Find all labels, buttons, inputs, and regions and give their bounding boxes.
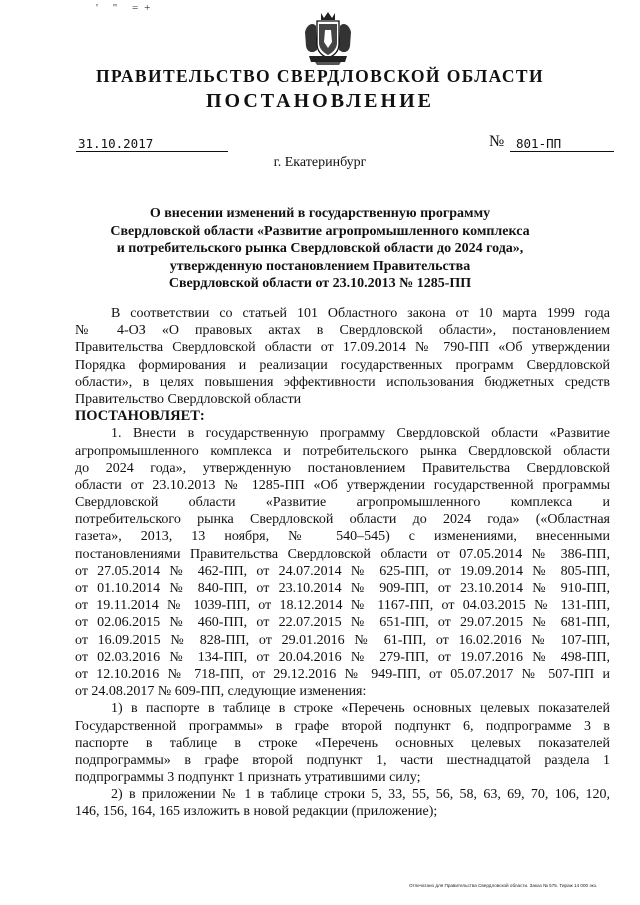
body-line: от 27.05.2014 № 462-ПП, от 24.07.2014 № 625-ПП, от 19.09.2014 № 805-ПП,	[75, 563, 610, 579]
city-label: г. Екатеринбург	[273, 155, 367, 170]
government-title: ПРАВИТЕЛЬСТВО СВЕРДЛОВСКОЙ ОБЛАСТИ	[96, 66, 544, 86]
document-type-heading: ПОСТАНОВЛЕНИЕ	[206, 90, 434, 112]
body-line: до 2024 года», утвержденную постановлением Правительства Свердловской	[75, 460, 610, 476]
body-line: от 02.06.2015 № 460-ПП, от 22.07.2015 № 651-ПП, от 29.07.2015 № 681-ПП,	[75, 615, 610, 631]
document-number: 801-ПП	[510, 136, 614, 152]
body-line: от 16.09.2015 № 828-ПП, от 29.01.2016 № 61-ПП, от 16.02.2016 № 107-ПП,	[75, 632, 610, 648]
subject-line: О внесении изменений в государственную программу	[149, 206, 491, 221]
body-line: паспорте в таблице в строке «Перечень основных целевых показателей	[75, 735, 610, 751]
body-line: № 4-ОЗ «О правовых актах в Свердловской области», постановлением	[75, 323, 610, 339]
body-line: от 01.10.2014 № 840-ПП, от 23.10.2014 № 909-ПП, от 23.10.2014 № 910-ПП,	[75, 581, 610, 596]
coat-of-arms-icon	[303, 10, 353, 66]
body-line: Свердловской области «Развитие агропромышленного комплекса и	[75, 495, 610, 511]
body-line: подпрограммы 3 подпункт 1 признать утратившими силу;	[75, 770, 421, 786]
body-line: Государственной программы» в графе второй подпункт 6, подпрограмме 3 в	[75, 718, 610, 734]
body-line: Правительства Свердловской области от 17.09.2014 № 790-ПП «Об утверждении	[75, 340, 610, 356]
subject-line: Свердловской области «Развитие агропромышленного комплекса	[110, 223, 530, 239]
subject-heading	[100, 205, 540, 293]
body-line: агропромышленного комплекса и потребительского рынка Свердловской области	[75, 443, 610, 459]
resolves-heading: ПОСТАНОВЛЯЕТ:	[75, 408, 205, 425]
document-date: 31.10.2017	[76, 136, 228, 152]
print-footer-note: Отпечатано для Правительства Свердловской области. Заказ № 575. Тираж 14 000 экз.	[409, 883, 598, 888]
resolution-body	[75, 305, 610, 821]
body-line: 146, 156, 164, 165 изложить в новой редакции (приложение);	[75, 804, 438, 820]
body-line: от 12.10.2016 № 718-ПП, от 29.12.2016 № 949-ПП, от 05.07.2017 № 507-ПП и	[75, 666, 610, 682]
body-line: области», в целях повышения эффективности использования бюджетных средств	[75, 374, 610, 390]
body-line: потребительского рынка Свердловской области до 2024 года» («Областная	[75, 512, 610, 528]
body-line: области от 23.10.2013 № 1285-ПП «Об утверждении государственной программы	[75, 477, 610, 493]
number-label: №	[489, 133, 505, 150]
body-line: В соответствии со статьей 101 Областного закона от 10 марта 1999 года	[111, 306, 610, 321]
body-line: 1. Внести в государственную программу Свердловской области «Развитие	[111, 426, 610, 442]
body-line: 2) в приложении № 1 в таблице строки 5, 33, 55, 56, 58, 63, 69, 70, 106, 120,	[111, 787, 610, 803]
subject-line: Свердловской области от 23.10.2013 № 1285-ПП	[168, 276, 472, 291]
body-line: 1) в паспорте в таблице в строке «Перечень основных целевых показателей	[111, 701, 610, 717]
body-line: газета», 2013, 13 ноября, № 540–545) с изменениями, внесенными	[75, 529, 610, 545]
body-line: от 24.08.2017 № 609-ПП, следующие изменения:	[75, 684, 367, 700]
body-line: от 19.11.2014 № 1039-ПП, от 18.12.2014 № 1167-ПП, от 04.03.2015 № 131-ПП,	[75, 598, 610, 614]
body-line: подпрограммы» в графе второй подпункт 1, части шестнадцатой раздела 1	[75, 752, 610, 768]
body-line: Порядка формирования и реализации государственных программ Свердловской	[75, 357, 610, 373]
scan-marks: ' " =+	[96, 2, 157, 14]
body-line: Правительство Свердловской области	[75, 391, 302, 407]
body-line: постановлениями Правительства Свердловской области от 07.05.2014 № 386-ПП,	[75, 546, 610, 562]
subject-line: и потребительского рынка Свердловской области до 2024 года»,	[116, 241, 524, 256]
subject-line: утвержденную постановлением Правительства	[169, 258, 471, 274]
body-line: от 02.03.2016 № 134-ПП, от 20.04.2016 № 279-ПП, от 19.07.2016 № 498-ПП,	[75, 649, 610, 665]
